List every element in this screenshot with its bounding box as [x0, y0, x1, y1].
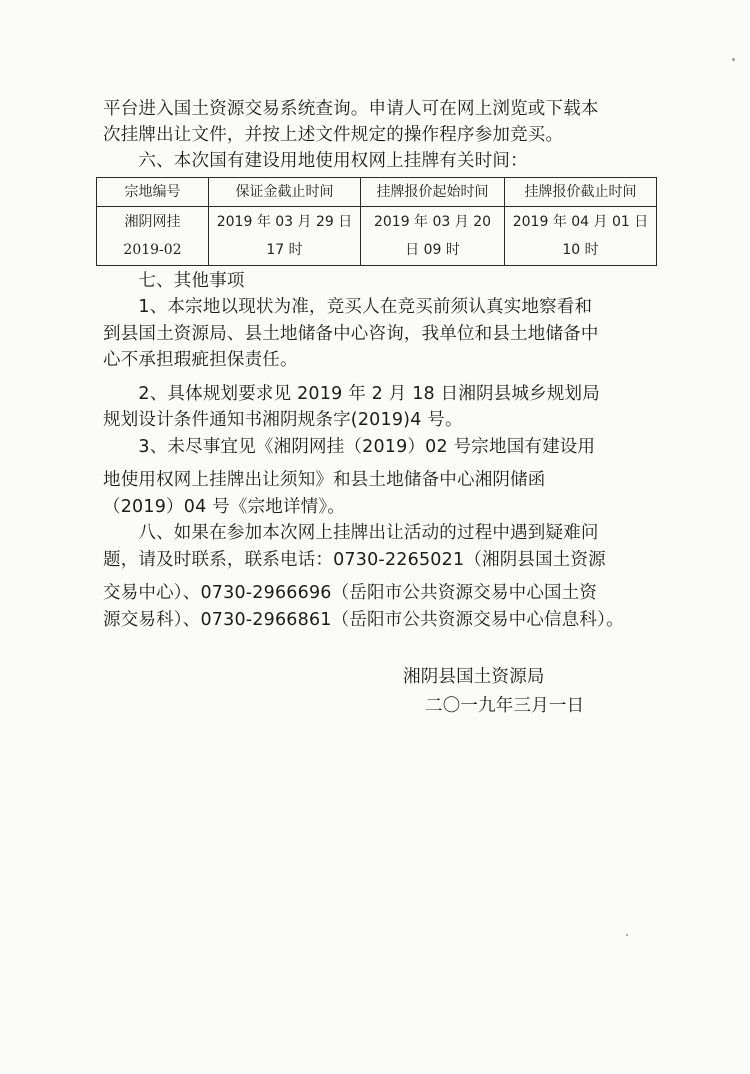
paragraph-line: 八、如果在参加本次网上挂牌出让活动的过程中遇到疑难问: [103, 523, 599, 543]
paragraph-line: 次挂牌出让文件，并按上述文件规定的操作程序参加竞买。: [103, 125, 564, 145]
paragraph-line: 1、本宗地以现状为准，竞买人在竞买前须认真实地察看和: [103, 297, 593, 317]
paragraph-line: 地使用权网上挂牌出让须知》和县土地储备中心湘阴储函: [103, 470, 546, 490]
paragraph-line: （2019）04 号《宗地详情》。: [103, 497, 346, 517]
scan-speck: [732, 58, 735, 61]
table-header-cell: 宗地编号: [97, 178, 209, 207]
table-cell-parcel-id: [97, 207, 209, 266]
cell-line: 2019 年 04 月 01 日: [512, 214, 649, 230]
cell-line: 湘阴网挂: [124, 214, 181, 230]
cell-line: 日 09 时: [405, 242, 460, 258]
paragraph-line: 源交易科）、0730-2966861（岳阳市公共资源交易中心信息科）。: [103, 610, 624, 630]
signature-date: 二〇一九年三月一日: [425, 696, 585, 716]
table-row: [97, 207, 657, 266]
cell-line: 2019 年 03 月 29 日: [216, 214, 353, 230]
scan-speck: [626, 934, 628, 936]
cell-line: 10 时: [562, 242, 599, 258]
table-header-cell: 保证金截止时间: [209, 178, 361, 207]
paragraph-line: 交易中心）、0730-2966696（岳阳市公共资源交易中心国土资: [103, 583, 598, 603]
paragraph-line: 规划设计条件通知书湘阴规条字(2019)4 号。: [103, 410, 463, 430]
paragraph-line: 2、具体规划要求见 2019 年 2 月 18 日湘阴县城乡规划局: [103, 384, 600, 404]
paragraph-line: 平台进入国土资源交易系统查询。申请人可在网上浏览或下载本: [103, 99, 599, 119]
paragraph-line: 到县国土资源局、县土地储备中心咨询，我单位和县土地储备中: [103, 324, 599, 344]
cell-line: 2019 年 03 月 20: [373, 214, 492, 230]
cell-line: 17 时: [266, 242, 303, 258]
section-heading: 七、其他事项: [103, 271, 245, 291]
signature-org: 湘阴县国土资源局: [403, 667, 545, 687]
table-header-cell: 挂牌报价截止时间: [505, 178, 657, 207]
table-header-row: [97, 178, 657, 207]
paragraph-line: 心不承担瑕疵担保责任。: [103, 350, 298, 370]
table-cell-bid-end: [505, 207, 657, 266]
table-header-cell: 挂牌报价起始时间: [361, 178, 505, 207]
paragraph-line: 3、未尽事宜见《湘阴网挂（2019）02 号宗地国有建设用: [103, 437, 596, 457]
paragraph-line: 题，请及时联系，联系电话：0730-2265021（湘阴县国土资源: [103, 550, 606, 570]
section-heading: 六、本次国有建设用地使用权网上挂牌有关时间：: [103, 151, 528, 171]
table-cell-bid-start: [361, 207, 505, 266]
table-cell-deposit-deadline: [209, 207, 361, 266]
schedule-table: [96, 177, 657, 266]
cell-line: 2019-02: [123, 242, 182, 258]
